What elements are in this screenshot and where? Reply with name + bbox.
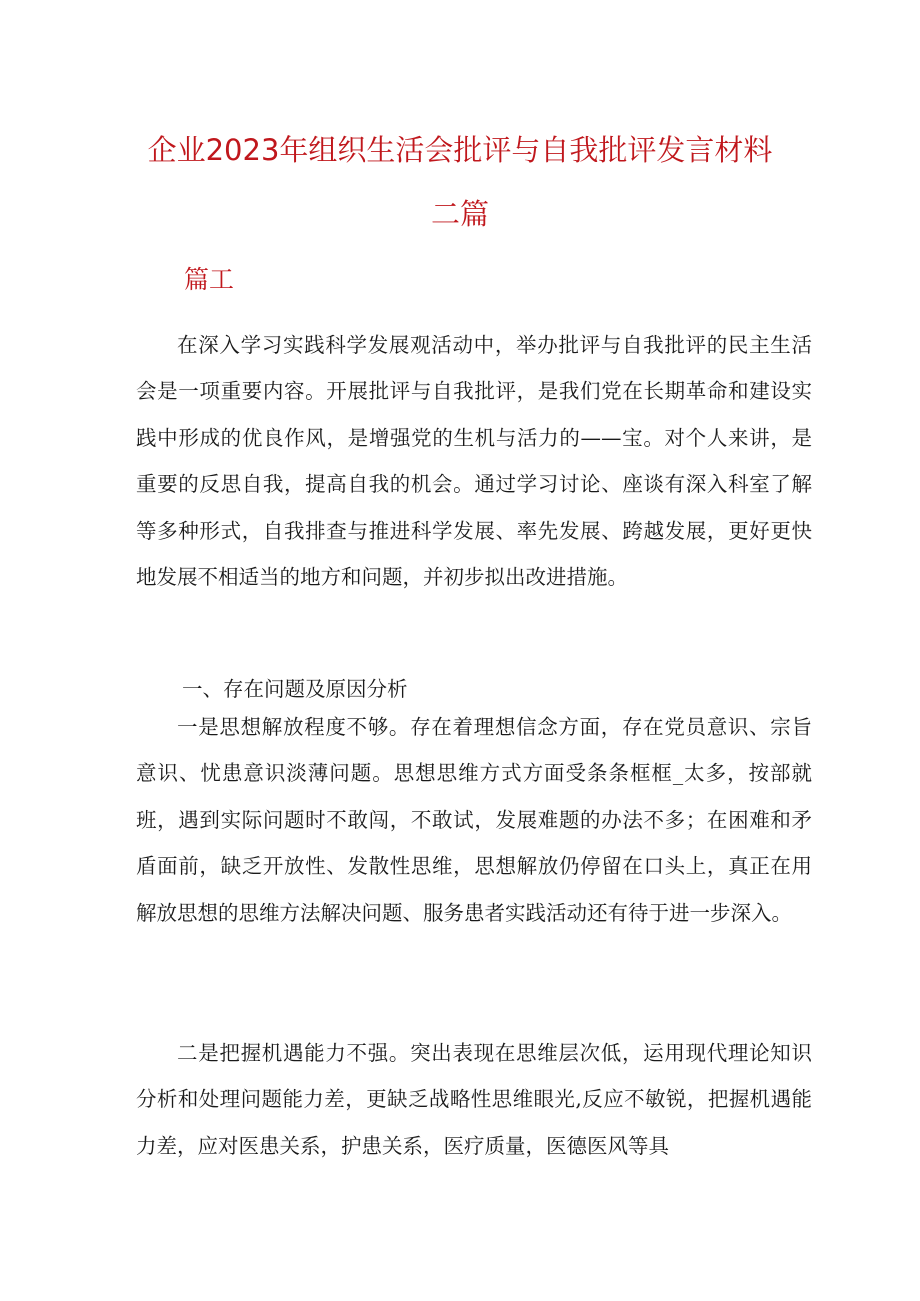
- paragraph-opportunity-ability: 二是把握机遇能力不强。突出表现在思维层次低，运用现代理论知识分析和处理问题能力差，更缺乏战略性思维眼光,反应不敏锐，把握机遇能力差，应对医患关系，护患关系，医疗质量，医德医风等具: [136, 1041, 812, 1158]
- paragraph-thought-liberation: 一是思想解放程度不够。存在着理想信念方面，存在党员意识、宗旨意识、忧患意识淡薄问题。思想思维方式方面受条条框框_太多，按部就班，遇到实际问题时不敢闯，不敢试，发展难题的办法不多；在困难和矛盾面前，缺乏开放性、发散性思维，思想解放仍停留在口头上，真正在用解放思想的思维方法解决问题、服务患者实践活动还有待于进一步深入。: [136, 715, 812, 925]
- section-label: 篇工: [184, 265, 235, 294]
- section-heading-problems: 一、存在问题及原因分析: [182, 677, 408, 701]
- document-title-line-1: 企业2023年组织生活会批评与自我批评发言材料: [147, 133, 773, 167]
- document-title-line-2: 二篇: [430, 197, 489, 231]
- intro-paragraph: 在深入学习实践科学发展观活动中，举办批评与自我批评的民主生活会是一项重要内容。开展批评与自我批评，是我们党在长期革命和建设实践中形成的优良作风，是增强党的生机与活力的——宝。对个人来讲，是重要的反思自我，提高自我的机会。通过学习讨论、座谈有深入科室了解等多种形式，自我排查与推进科学发展、率先发展、跨越发展，更好更快地发展不相适当的地方和问题，并初步拟出改进措施。: [136, 333, 812, 590]
